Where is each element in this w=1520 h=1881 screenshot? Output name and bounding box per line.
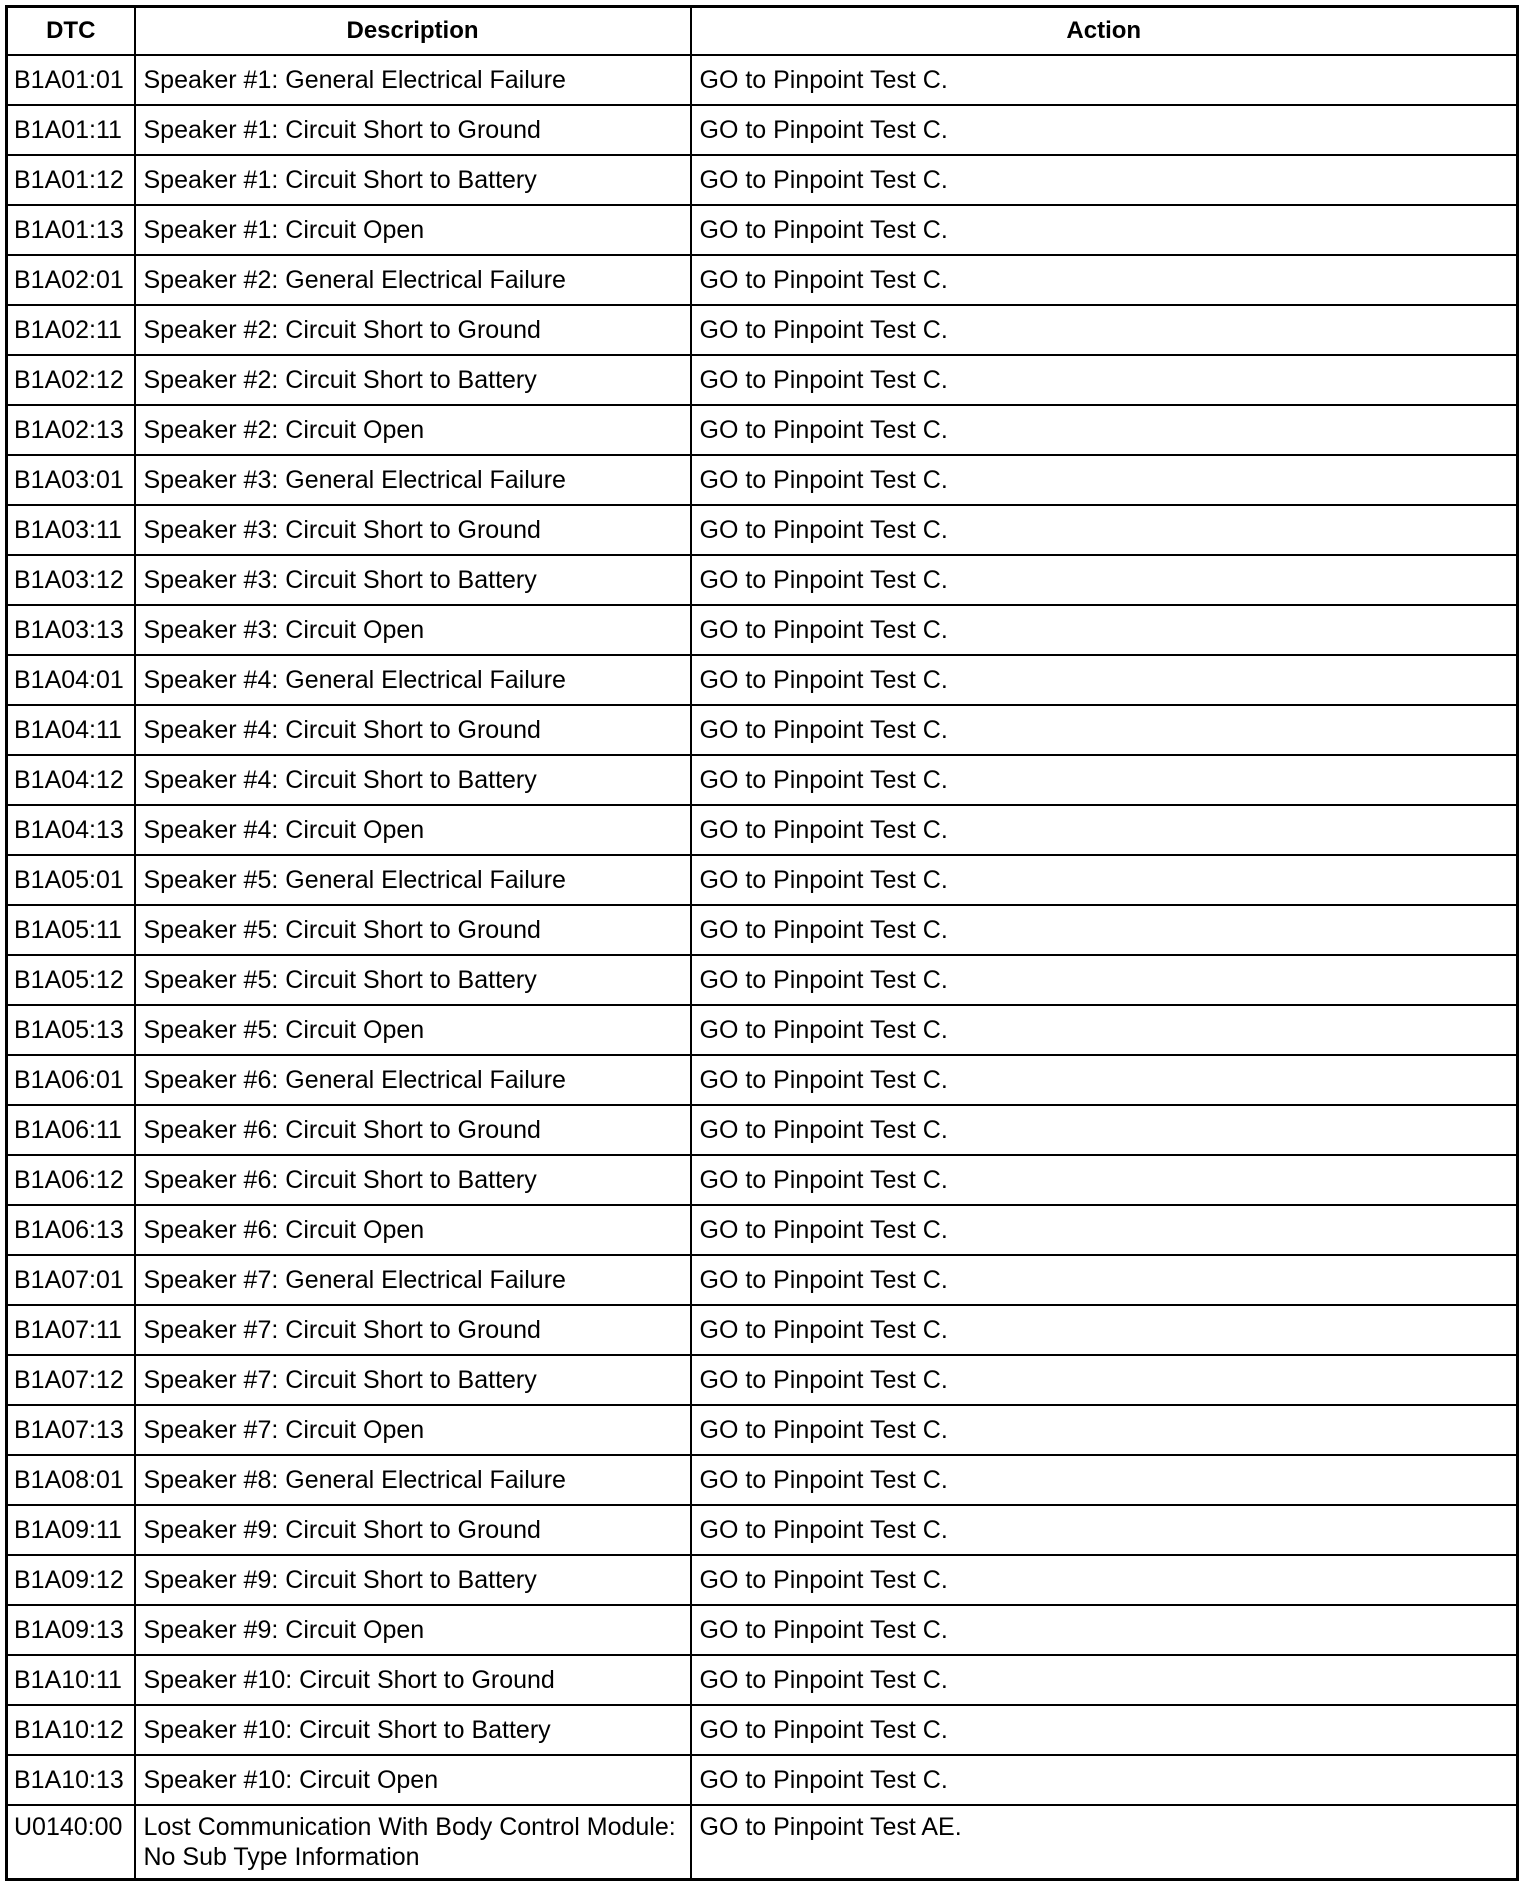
dtc-code: B1A03:11 — [7, 505, 135, 555]
table-header-row — [7, 7, 1518, 56]
dtc-description: Speaker #7: Circuit Short to Battery — [135, 1355, 691, 1405]
dtc-description: Speaker #4: Circuit Short to Battery — [135, 755, 691, 805]
dtc-description: Speaker #3: Circuit Short to Ground — [135, 505, 691, 555]
dtc-code: B1A01:13 — [7, 205, 135, 255]
table-row — [7, 1055, 1518, 1105]
dtc-code: B1A07:12 — [7, 1355, 135, 1405]
table-row — [7, 705, 1518, 755]
dtc-description: Speaker #6: Circuit Short to Battery — [135, 1155, 691, 1205]
dtc-description: Speaker #1: Circuit Short to Ground — [135, 105, 691, 155]
dtc-code: B1A06:01 — [7, 1055, 135, 1105]
dtc-code: B1A07:01 — [7, 1255, 135, 1305]
table-row — [7, 1505, 1518, 1555]
table-row — [7, 755, 1518, 805]
table-row — [7, 905, 1518, 955]
table-row — [7, 1555, 1518, 1605]
dtc-action: GO to Pinpoint Test C. — [691, 1655, 1518, 1705]
dtc-action: GO to Pinpoint Test C. — [691, 1555, 1518, 1605]
dtc-description: Speaker #5: Circuit Short to Ground — [135, 905, 691, 955]
dtc-action: GO to Pinpoint Test C. — [691, 355, 1518, 405]
dtc-code: B1A05:13 — [7, 1005, 135, 1055]
dtc-code: B1A09:12 — [7, 1555, 135, 1605]
dtc-action: GO to Pinpoint Test C. — [691, 1405, 1518, 1455]
dtc-description: Speaker #1: Circuit Short to Battery — [135, 155, 691, 205]
dtc-description: Speaker #4: General Electrical Failure — [135, 655, 691, 705]
table-row — [7, 1355, 1518, 1405]
dtc-description-line: No Sub Type Information — [143, 1843, 420, 1871]
header-action: Action — [691, 7, 1518, 56]
table-row — [7, 405, 1518, 455]
dtc-action: GO to Pinpoint Test C. — [691, 1205, 1518, 1255]
table-row — [7, 255, 1518, 305]
dtc-description: Speaker #6: Circuit Open — [135, 1205, 691, 1255]
dtc-action: GO to Pinpoint Test C. — [691, 1005, 1518, 1055]
dtc-code: B1A04:01 — [7, 655, 135, 705]
dtc-action: GO to Pinpoint Test C. — [691, 705, 1518, 755]
dtc-action: GO to Pinpoint Test C. — [691, 755, 1518, 805]
dtc-action: GO to Pinpoint Test C. — [691, 805, 1518, 855]
dtc-code: B1A07:11 — [7, 1305, 135, 1355]
dtc-action: GO to Pinpoint Test C. — [691, 905, 1518, 955]
dtc-action: GO to Pinpoint Test C. — [691, 1455, 1518, 1505]
dtc-description: Speaker #9: Circuit Short to Battery — [135, 1555, 691, 1605]
table-row — [7, 655, 1518, 705]
table-row — [7, 605, 1518, 655]
dtc-action: GO to Pinpoint Test C. — [691, 1255, 1518, 1305]
dtc-code: B1A10:13 — [7, 1755, 135, 1805]
table-row — [7, 1805, 1518, 1880]
dtc-code: B1A02:01 — [7, 255, 135, 305]
dtc-code: B1A08:01 — [7, 1455, 135, 1505]
dtc-description: Speaker #1: Circuit Open — [135, 205, 691, 255]
table-row — [7, 205, 1518, 255]
table-row — [7, 1005, 1518, 1055]
dtc-code: B1A03:12 — [7, 555, 135, 605]
dtc-description: Speaker #2: Circuit Short to Battery — [135, 355, 691, 405]
dtc-description: Speaker #1: General Electrical Failure — [135, 55, 691, 105]
dtc-description: Speaker #10: Circuit Short to Ground — [135, 1655, 691, 1705]
dtc-table — [5, 5, 1519, 1881]
dtc-description: Speaker #4: Circuit Open — [135, 805, 691, 855]
dtc-code: B1A05:01 — [7, 855, 135, 905]
dtc-action: GO to Pinpoint Test C. — [691, 1605, 1518, 1655]
dtc-action: GO to Pinpoint Test C. — [691, 55, 1518, 105]
dtc-action: GO to Pinpoint Test C. — [691, 505, 1518, 555]
dtc-action: GO to Pinpoint Test C. — [691, 1055, 1518, 1105]
table-row — [7, 505, 1518, 555]
dtc-action: GO to Pinpoint Test C. — [691, 1505, 1518, 1555]
dtc-description-line: Lost Communication With Body Control Module: — [143, 1813, 676, 1841]
dtc-code: U0140:00 — [7, 1805, 135, 1880]
dtc-description: Speaker #7: General Electrical Failure — [135, 1255, 691, 1305]
dtc-action: GO to Pinpoint Test C. — [691, 1155, 1518, 1205]
dtc-document — [5, 5, 1516, 1881]
dtc-description: Speaker #7: Circuit Short to Ground — [135, 1305, 691, 1355]
dtc-action: GO to Pinpoint Test C. — [691, 405, 1518, 455]
dtc-code: B1A05:12 — [7, 955, 135, 1005]
table-row — [7, 55, 1518, 105]
table-row — [7, 155, 1518, 205]
table-row — [7, 1205, 1518, 1255]
dtc-code: B1A09:11 — [7, 1505, 135, 1555]
dtc-action: GO to Pinpoint Test C. — [691, 855, 1518, 905]
dtc-code: B1A04:13 — [7, 805, 135, 855]
dtc-action: GO to Pinpoint Test C. — [691, 305, 1518, 355]
dtc-action: GO to Pinpoint Test C. — [691, 1705, 1518, 1755]
table-row — [7, 1655, 1518, 1705]
dtc-action: GO to Pinpoint Test C. — [691, 655, 1518, 705]
table-row — [7, 955, 1518, 1005]
dtc-code: B1A06:12 — [7, 1155, 135, 1205]
dtc-action: GO to Pinpoint Test C. — [691, 155, 1518, 205]
dtc-description: Speaker #9: Circuit Open — [135, 1605, 691, 1655]
dtc-code: B1A03:13 — [7, 605, 135, 655]
dtc-description: Speaker #10: Circuit Short to Battery — [135, 1705, 691, 1755]
dtc-action: GO to Pinpoint Test C. — [691, 1305, 1518, 1355]
dtc-description: Speaker #3: Circuit Short to Battery — [135, 555, 691, 605]
dtc-description — [135, 1805, 691, 1880]
dtc-code: B1A01:01 — [7, 55, 135, 105]
table-row — [7, 855, 1518, 905]
dtc-code: B1A02:13 — [7, 405, 135, 455]
dtc-action: GO to Pinpoint Test C. — [691, 955, 1518, 1005]
table-row — [7, 1455, 1518, 1505]
dtc-description: Speaker #9: Circuit Short to Ground — [135, 1505, 691, 1555]
table-row — [7, 555, 1518, 605]
table-row — [7, 355, 1518, 405]
table-row — [7, 1605, 1518, 1655]
dtc-action: GO to Pinpoint Test C. — [691, 1355, 1518, 1405]
dtc-description: Speaker #5: General Electrical Failure — [135, 855, 691, 905]
dtc-code: B1A10:12 — [7, 1705, 135, 1755]
table-row — [7, 305, 1518, 355]
dtc-description: Speaker #4: Circuit Short to Ground — [135, 705, 691, 755]
dtc-description: Speaker #5: Circuit Short to Battery — [135, 955, 691, 1005]
table-row — [7, 805, 1518, 855]
dtc-code: B1A06:11 — [7, 1105, 135, 1155]
table-row — [7, 1705, 1518, 1755]
dtc-action: GO to Pinpoint Test C. — [691, 1105, 1518, 1155]
table-row — [7, 1105, 1518, 1155]
dtc-description: Speaker #2: Circuit Open — [135, 405, 691, 455]
dtc-code: B1A02:11 — [7, 305, 135, 355]
dtc-code: B1A07:13 — [7, 1405, 135, 1455]
dtc-description: Speaker #8: General Electrical Failure — [135, 1455, 691, 1505]
header-description: Description — [135, 7, 691, 56]
dtc-code: B1A04:11 — [7, 705, 135, 755]
dtc-action: GO to Pinpoint Test C. — [691, 455, 1518, 505]
table-row — [7, 1305, 1518, 1355]
dtc-action: GO to Pinpoint Test C. — [691, 1755, 1518, 1805]
dtc-code: B1A10:11 — [7, 1655, 135, 1705]
dtc-code: B1A06:13 — [7, 1205, 135, 1255]
table-row — [7, 1255, 1518, 1305]
dtc-action: GO to Pinpoint Test C. — [691, 555, 1518, 605]
dtc-description: Speaker #3: Circuit Open — [135, 605, 691, 655]
table-row — [7, 1155, 1518, 1205]
table-row — [7, 105, 1518, 155]
table-row — [7, 1405, 1518, 1455]
table-row — [7, 455, 1518, 505]
dtc-action: GO to Pinpoint Test C. — [691, 205, 1518, 255]
dtc-description: Speaker #2: Circuit Short to Ground — [135, 305, 691, 355]
table-row — [7, 1755, 1518, 1805]
dtc-code: B1A02:12 — [7, 355, 135, 405]
dtc-description: Speaker #2: General Electrical Failure — [135, 255, 691, 305]
dtc-code: B1A01:11 — [7, 105, 135, 155]
dtc-action: GO to Pinpoint Test C. — [691, 105, 1518, 155]
dtc-code: B1A04:12 — [7, 755, 135, 805]
dtc-code: B1A03:01 — [7, 455, 135, 505]
table-body — [7, 55, 1518, 1880]
dtc-code: B1A09:13 — [7, 1605, 135, 1655]
dtc-description: Speaker #3: General Electrical Failure — [135, 455, 691, 505]
dtc-code: B1A05:11 — [7, 905, 135, 955]
dtc-description: Speaker #6: Circuit Short to Ground — [135, 1105, 691, 1155]
dtc-description: Speaker #7: Circuit Open — [135, 1405, 691, 1455]
dtc-description: Speaker #10: Circuit Open — [135, 1755, 691, 1805]
dtc-action: GO to Pinpoint Test C. — [691, 605, 1518, 655]
dtc-action: GO to Pinpoint Test C. — [691, 255, 1518, 305]
dtc-action: GO to Pinpoint Test AE. — [691, 1805, 1518, 1880]
dtc-description: Speaker #5: Circuit Open — [135, 1005, 691, 1055]
dtc-description: Speaker #6: General Electrical Failure — [135, 1055, 691, 1105]
dtc-code: B1A01:12 — [7, 155, 135, 205]
header-dtc: DTC — [7, 7, 135, 56]
